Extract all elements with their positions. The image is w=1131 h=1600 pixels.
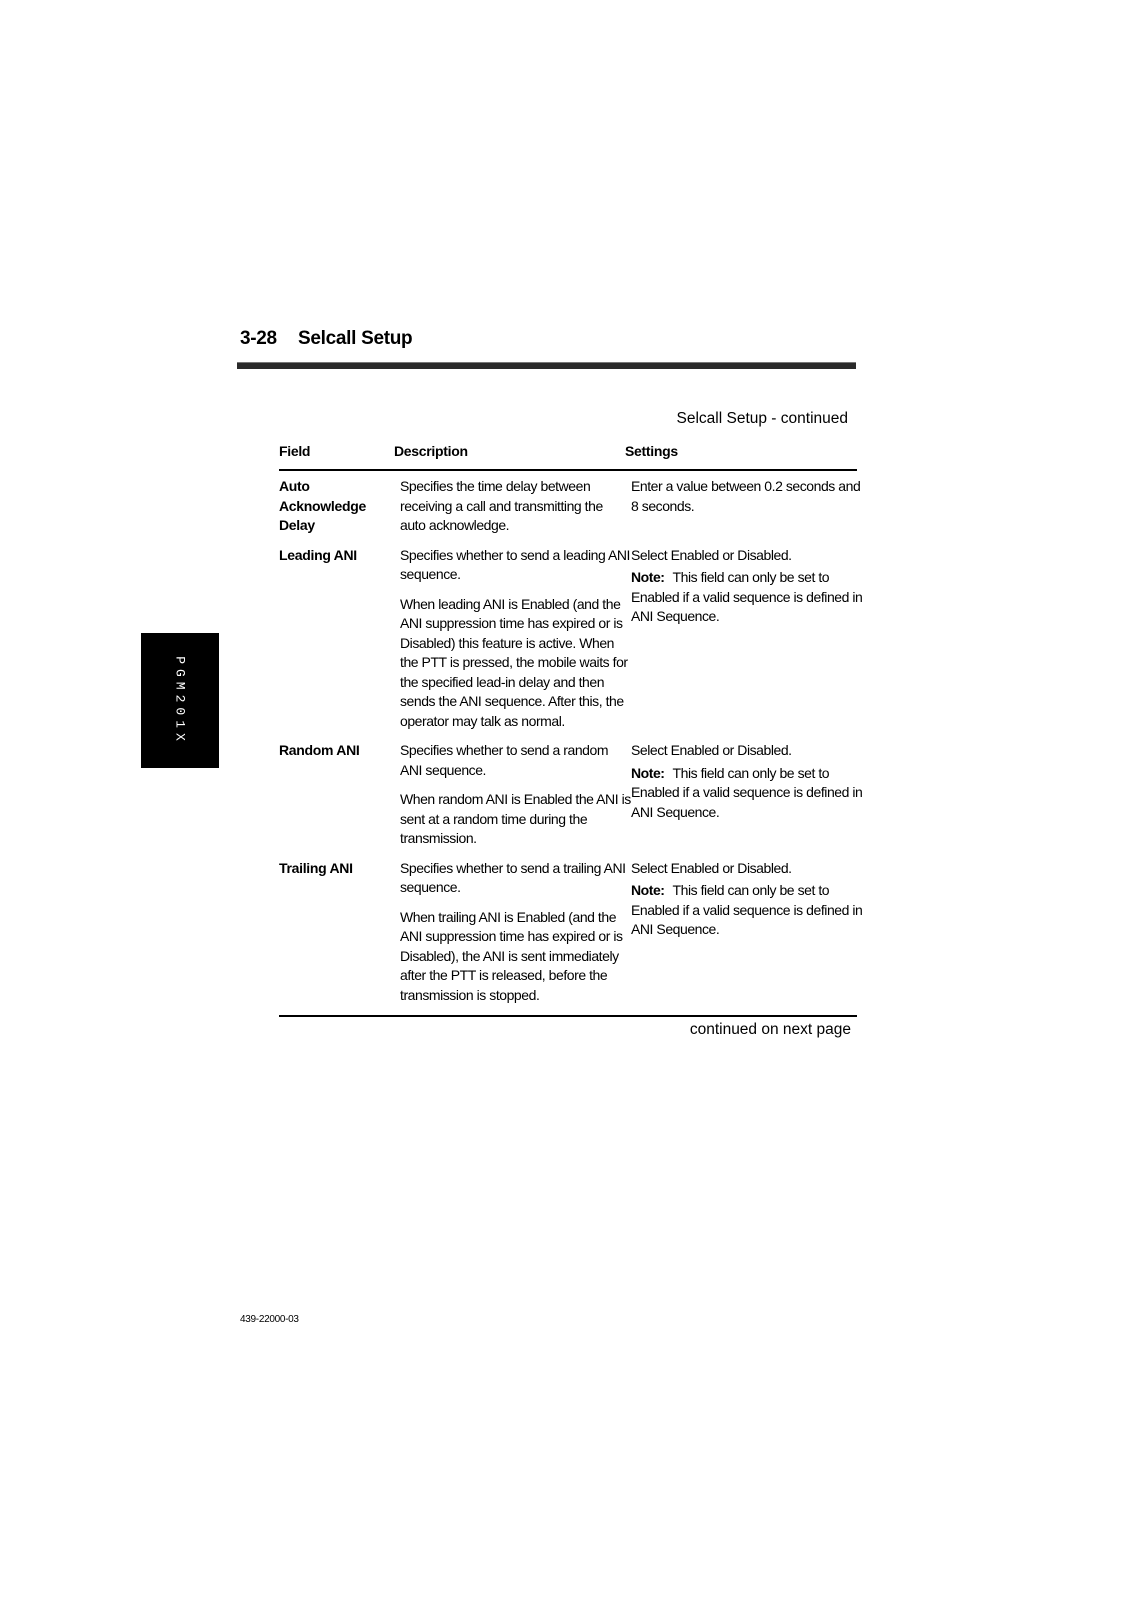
table-row	[279, 546, 863, 732]
section-title: Selcall Setup	[298, 328, 413, 349]
table-row	[279, 477, 861, 536]
field-description	[400, 477, 631, 536]
field-description	[400, 741, 631, 849]
settings-note	[631, 568, 863, 627]
note-label: Note:	[631, 764, 665, 781]
description-paragraph: Specifies whether to send a trailing ANI sequence.	[400, 859, 626, 895]
description-paragraph: Specifies whether to send a random ANI sequence.	[400, 742, 609, 778]
note-label: Note:	[631, 569, 665, 585]
description-paragraph: When trailing ANI is Enabled (and the ANI suppression time has expired or is Disabled), the ANI is sent immediately after the PTT is released, before the transmission is stopped.	[400, 908, 623, 1003]
header-rule	[237, 362, 856, 369]
table-row	[279, 741, 863, 849]
settings-note	[631, 764, 863, 823]
field-name	[279, 477, 400, 536]
side-tab	[141, 633, 219, 768]
field-name-line: Trailing ANI	[279, 859, 353, 876]
description-paragraph: Specifies the time delay between receiving a call and transmitting the auto acknowledge.	[400, 478, 603, 533]
page-header	[240, 328, 412, 350]
description-paragraph: Specifies whether to send a leading ANI sequence.	[400, 546, 630, 582]
column-header-settings: Settings	[625, 443, 678, 459]
field-name	[279, 546, 400, 732]
header-divider	[279, 469, 857, 471]
note-text: This field can only be set to Enabled if a valid sequence is defined in ANI Sequence.	[631, 764, 863, 820]
field-name	[279, 741, 400, 849]
field-name-line: Auto	[279, 478, 310, 494]
column-header-description: Description	[394, 443, 468, 459]
settings-text: Select Enabled or Disabled.	[631, 742, 792, 758]
note-label: Note:	[631, 882, 665, 898]
table-header	[279, 443, 857, 469]
field-settings	[631, 546, 863, 732]
field-settings	[631, 477, 863, 536]
description-paragraph: When random ANI is Enabled the ANI is sent at a random time during the transmission.	[400, 791, 631, 846]
continued-label: continued on next page	[689, 1021, 851, 1038]
table-caption: Selcall Setup - continued	[676, 410, 848, 427]
settings-text: Select Enabled or Disabled.	[631, 859, 792, 876]
note-text: This field can only be set to Enabled if a valid sequence is defined in ANI Sequence.	[631, 569, 863, 624]
field-name-line: Acknowledge	[279, 497, 366, 514]
field-settings	[631, 859, 863, 1006]
settings-text: Enter a value between 0.2 seconds and 8 seconds.	[631, 478, 861, 514]
field-name-line: Leading ANI	[279, 546, 357, 563]
settings-note	[631, 881, 863, 940]
field-name-line: Random ANI	[279, 742, 360, 758]
table-bottom-rule	[279, 1015, 857, 1017]
page-number: 3-28	[240, 328, 277, 349]
field-description	[400, 546, 631, 732]
side-tab-label: PGM201X	[172, 655, 188, 746]
field-name-line: Delay	[279, 517, 315, 533]
description-paragraph: When leading ANI is Enabled (and the ANI suppression time has expired or is Disabled) this feature is active. When the PTT is pressed, the mobile waits for the specified lead-in delay and then sends the ANI sequence. After this, the operator may talk as normal.	[400, 595, 628, 729]
field-description	[400, 859, 631, 1006]
column-header-field: Field	[279, 443, 311, 459]
document-number: 439-22000-03	[240, 1314, 299, 1325]
field-name	[279, 859, 400, 1006]
table-row	[279, 859, 863, 1006]
note-text: This field can only be set to Enabled if a valid sequence is defined in ANI Sequence.	[631, 882, 863, 937]
settings-table	[279, 443, 863, 1039]
field-settings	[631, 741, 863, 849]
settings-text: Select Enabled or Disabled.	[631, 546, 792, 563]
